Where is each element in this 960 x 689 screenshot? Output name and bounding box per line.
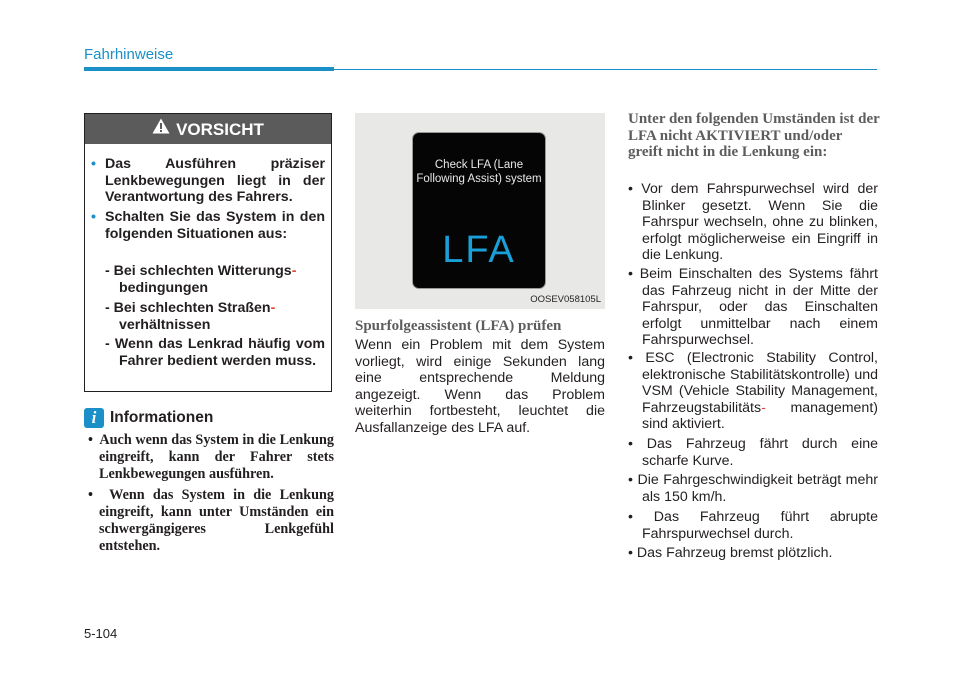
caution-bullet: • Das Ausführen präziser Lenkbewegungen liegt in der Verantwortung des Fahrers. <box>91 156 325 205</box>
caution-sub-item: - Bei schlechten Witterungs- bedingungen <box>105 263 297 296</box>
caution-box <box>84 113 332 392</box>
info-bullet: • Wenn das System in die Lenkung eingreift, kann unter Umständen ein schwergängigeres Lenkgefühl entstehen. <box>88 487 334 554</box>
info-icon: i <box>84 408 104 428</box>
warning-triangle-icon <box>152 113 170 144</box>
condition-item: • Beim Einschalten des Systems fährt das Fahrzeug nicht in der Mitte der Fahrspur, oder das Einschalten erfolgt unmittelbar nach einem Fahrspurwechsel. <box>628 266 878 348</box>
caution-header <box>85 114 331 144</box>
display-message: Check LFA (Lane Following Assist) system <box>416 159 542 185</box>
display-lfa-label: LFA <box>442 229 516 271</box>
condition-item: • Das Fahrzeug führt abrupte Fahrspurwechsel durch. <box>628 509 878 542</box>
condition-item: • Das Fahrzeug bremst plötzlich. <box>628 545 833 561</box>
cluster-figure <box>355 113 605 309</box>
info-title: Informationen <box>110 409 214 426</box>
figure-code: OOSEV058105L <box>530 294 601 305</box>
condition-item: • Vor dem Fahrspurwechsel wird der Blinker gesetzt. Wenn Sie die Fahrspur wechseln, ohne zu blinken, erfolgt möglicherweise ein Eingriff in die Lenkung. <box>628 181 878 263</box>
bullet-dot-icon: • <box>91 156 96 172</box>
caution-sub-item: - Bei schlechten Straßen- verhältnissen <box>105 300 276 333</box>
cluster-display <box>413 133 545 288</box>
section-title: Fahrhinweise <box>84 46 174 63</box>
info-bullet: • Auch wenn das System in die Lenkung eingreift, kann der Fahrer stets Lenkbewegungen ausführen. <box>88 432 334 482</box>
check-heading: Spurfolgeassistent (LFA) prüfen <box>355 318 562 334</box>
caution-sub-item: - Wenn das Lenkrad häufig vom Fahrer bedient werden muss. <box>105 336 325 369</box>
caution-title: VORSICHT <box>176 120 264 139</box>
check-paragraph: Wenn ein Problem mit dem System vorliegt, wird einige Sekunden lang eine entsprechende Meldung angezeigt. Wenn das Problem weiterhin fortbesteht, leuchtet die Ausfallanzeige des LFA auf. <box>355 337 605 436</box>
page-number: 5-104 <box>84 626 118 641</box>
condition-item: • Die Fahrgeschwindigkeit beträgt mehr als 150 km/h. <box>628 472 878 505</box>
bullet-dot-icon: • <box>91 209 96 225</box>
header-rule-thin <box>334 69 877 70</box>
conditions-heading: Unter den folgenden Umständen ist der LFA nicht AKTIVIERT und/oder greift nicht in die Lenkung ein: <box>628 111 880 160</box>
caution-bullet: • Schalten Sie das System in den folgenden Situationen aus: <box>91 209 325 242</box>
condition-item: • Das Fahrzeug fährt durch eine scharfe Kurve. <box>628 436 878 469</box>
header-rule-thick <box>84 67 334 71</box>
condition-item: • ESC (Electronic Stability Control, elektronische Stabilitätskontrolle) und VSM (Vehicle Stability Management, Fahrzeugstabilitäts- management) sind aktiviert. <box>628 350 878 432</box>
